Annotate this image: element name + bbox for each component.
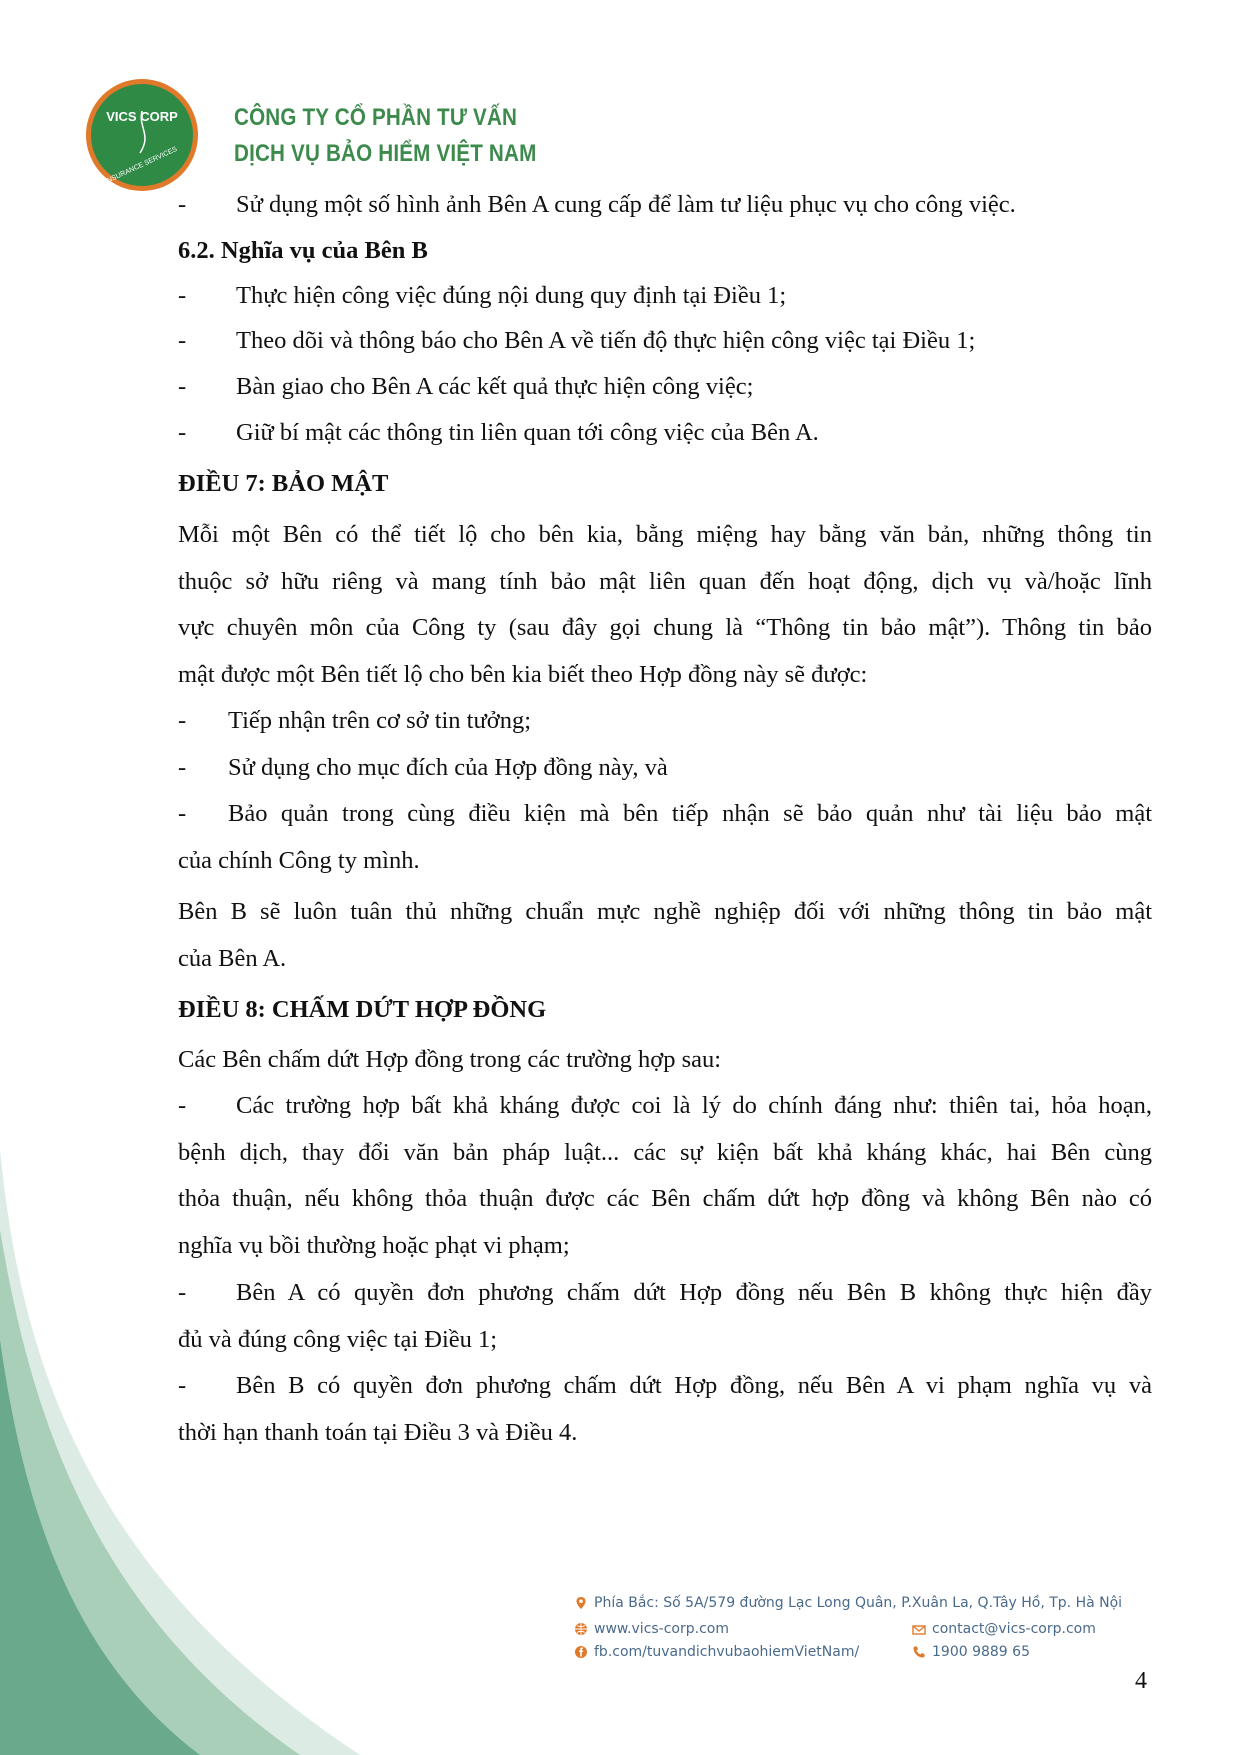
- company-name: [234, 100, 536, 172]
- paragraph-line: đủ và đúng công việc tại Điều 1;: [178, 1326, 498, 1353]
- bullet-dash: -: [178, 373, 187, 400]
- list-item-text: Bàn giao cho Bên A các kết quả thực hiện công việc;: [236, 373, 754, 400]
- bullet-dash: -: [178, 1279, 187, 1306]
- list-item-text: Sử dụng một số hình ảnh Bên A cung cấp để làm tư liệu phục vụ cho công việc.: [236, 191, 1016, 218]
- company-name-line2: DỊCH VỤ BẢO HIỂM VIỆT NAM: [234, 140, 537, 167]
- footer-phone[interactable]: 1900 9889 65: [932, 1644, 1030, 1660]
- paragraph-line: của chính Công ty mình.: [178, 847, 420, 874]
- company-logo: [82, 75, 202, 195]
- list-item-text: Tiếp nhận trên cơ sở tin tưởng;: [228, 707, 532, 734]
- paragraph-line: mật được một Bên tiết lộ cho bên kia biết theo Hợp đồng này sẽ được:: [178, 661, 868, 688]
- page-number: 4: [1135, 1668, 1147, 1694]
- bullet-dash: -: [178, 800, 187, 827]
- list-item-text: Các trường hợp bất khả kháng được coi là lý do chính đáng như: thiên tai, hỏa hoạn,: [236, 1092, 1152, 1119]
- list-item-text: Bảo quản trong cùng điều kiện mà bên tiếp nhận sẽ bảo quản như tài liệu bảo mật: [228, 800, 1152, 827]
- mail-icon: [912, 1623, 926, 1637]
- bullet-dash: -: [178, 1372, 187, 1399]
- paragraph-line: của Bên A.: [178, 945, 287, 972]
- section-heading-6-2: 6.2. Nghĩa vụ của Bên B: [178, 237, 428, 264]
- paragraph-line: bệnh dịch, thay đổi văn bản pháp luật... các sự kiện bất khả kháng khác, hai Bên cùng: [178, 1139, 1152, 1166]
- footer-address: Phía Bắc: Số 5A/579 đường Lạc Long Quân, P.Xuân La, Q.Tây Hồ, Tp. Hà Nội: [594, 1595, 1123, 1611]
- svg-text:INSURANCE SERVICES: INSURANCE SERVICES: [104, 145, 179, 186]
- bullet-dash: -: [178, 1092, 187, 1119]
- list-item-text: Theo dõi và thông báo cho Bên A về tiến độ thực hiện công việc tại Điều 1;: [236, 327, 976, 354]
- bullet-dash: -: [178, 707, 187, 734]
- bullet-dash: -: [178, 754, 187, 781]
- location-pin-icon: [574, 1596, 588, 1610]
- bullet-dash: -: [178, 282, 187, 309]
- paragraph-line: thời hạn thanh toán tại Điều 3 và Điều 4.: [178, 1419, 578, 1446]
- paragraph-line: thuộc sở hữu riêng và mang tính bảo mật liên quan đến hoạt động, dịch vụ và/hoặc lĩnh: [178, 568, 1152, 595]
- facebook-icon: [574, 1645, 588, 1659]
- phone-icon: [912, 1645, 926, 1659]
- bullet-dash: -: [178, 419, 187, 446]
- list-item-text: Thực hiện công việc đúng nội dung quy định tại Điều 1;: [236, 282, 787, 309]
- bullet-dash: -: [178, 327, 187, 354]
- article-heading-7: ĐIỀU 7: BẢO MẬT: [178, 470, 389, 497]
- list-item-text: Giữ bí mật các thông tin liên quan tới công việc của Bên A.: [236, 419, 819, 446]
- article-heading-8: ĐIỀU 8: CHẤM DỨT HỢP ĐỒNG: [178, 996, 547, 1023]
- footer-email[interactable]: contact@vics-corp.com: [932, 1621, 1096, 1637]
- bullet-dash: -: [178, 191, 187, 218]
- paragraph-line: Bên B sẽ luôn tuân thủ những chuẩn mực nghề nghiệp đối với những thông tin bảo mật: [178, 898, 1152, 925]
- paragraph-line: vực chuyên môn của Công ty (sau đây gọi chung là “Thông tin bảo mật”). Thông tin bảo: [178, 614, 1152, 641]
- footer-website[interactable]: www.vics-corp.com: [594, 1621, 729, 1637]
- paragraph-line: thỏa thuận, nếu không thỏa thuận được các Bên chấm dứt hợp đồng và không Bên nào có: [178, 1185, 1152, 1212]
- list-item-text: Bên B có quyền đơn phương chấm dứt Hợp đồng, nếu Bên A vi phạm nghĩa vụ và: [236, 1372, 1152, 1399]
- company-name-line1: CÔNG TY CỔ PHẦN TƯ VẤN: [234, 104, 518, 131]
- paragraph-line: Các Bên chấm dứt Hợp đồng trong các trường hợp sau:: [178, 1046, 722, 1073]
- paragraph-line: Mỗi một Bên có thể tiết lộ cho bên kia, bằng miệng hay bằng văn bản, những thông tin: [178, 521, 1152, 548]
- list-item-text: Sử dụng cho mục đích của Hợp đồng này, và: [228, 754, 668, 781]
- list-item-text: Bên A có quyền đơn phương chấm dứt Hợp đồng nếu Bên B không thực hiện đầy: [236, 1279, 1152, 1306]
- svg-text:VICS CORP: VICS CORP: [106, 109, 178, 124]
- globe-icon: [574, 1622, 588, 1636]
- footer-facebook[interactable]: fb.com/tuvandichvubaohiemVietNam/: [594, 1644, 860, 1660]
- paragraph-line: nghĩa vụ bồi thường hoặc phạt vi phạm;: [178, 1232, 570, 1259]
